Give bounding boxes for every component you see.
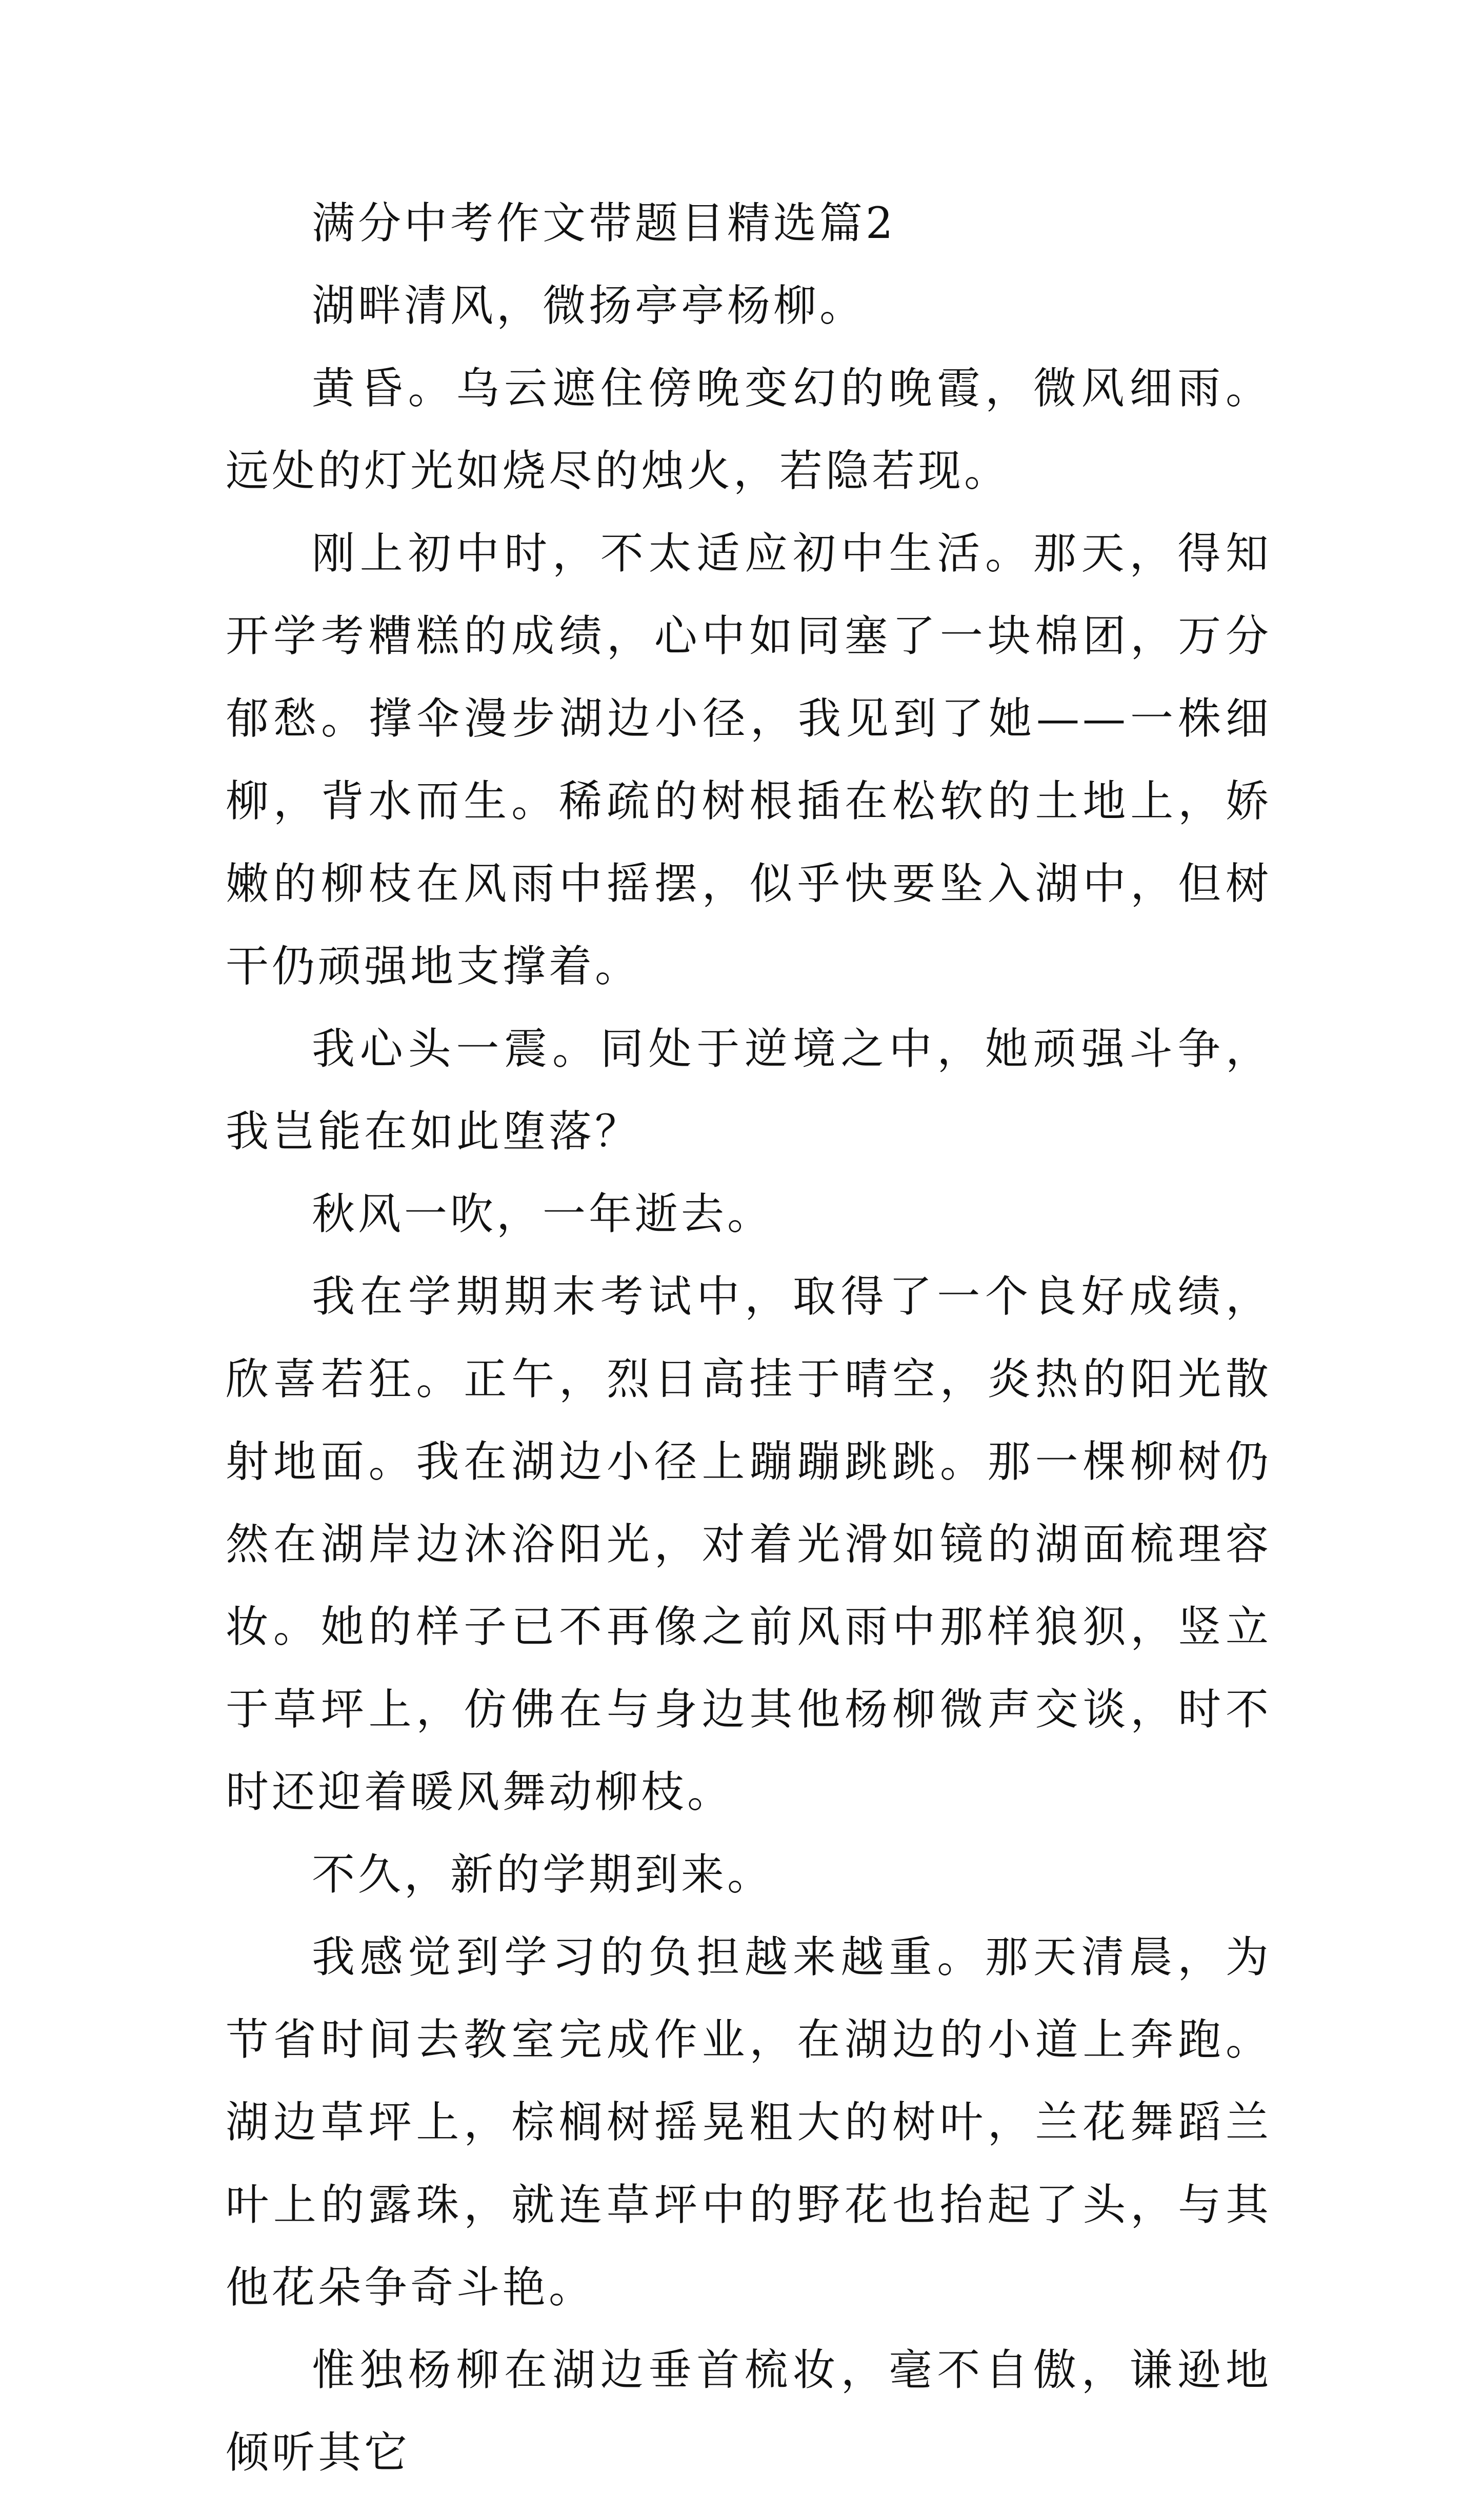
paragraph: 我感觉到学习的负担越来越重。那天清晨，为节省时间去教室完成作业，在湖边的小道上奔跑。湖边草坪上，棕榈树摇晃粗大的树叶，兰花舞蹈兰叶上的露珠，就连草坪中的野花也抬起了头，与其他花朵争奇斗艳。 bbox=[226, 1932, 1272, 2312]
paragraph: 刚上初中时，不太适应初中生活。那天，得知开学考糟糕的成绩，心中如同塞了一块棉团，万分郁愁。撑伞漫步湖边小径，我见到了她——一株细柳，背水而生。稀疏的树根插在松软的土地上，娇嫩的柳枝在风雨中摇摆，似乎快要坠入湖中，但树干仍顽强地支撑着。 bbox=[226, 528, 1272, 991]
paragraph: 我在学期期末考试中，取得了一个良好成绩，欣喜若狂。正午，烈日高挂于晴空，炎热的阳光散射地面。我在湖边小径上蹦蹦跳跳。那一棵柳树仍然在湖岸边沐浴阳光，对着光滑如镜的湖面梳理容妆。她的样子已不再像之前风雨中那样狼狈，竖立于草坪上，仿佛在与身边其他杨柳微声交谈，时不时还迎着暖风舞动柳枝。 bbox=[226, 1271, 1272, 1817]
paragraph: 不久，新的学期到来。 bbox=[312, 1849, 774, 1900]
document-title: 满分中考作文带题目精选篇2 bbox=[312, 198, 896, 248]
paragraph: 湖畔清风，微扬亭亭杨柳。 bbox=[312, 281, 866, 331]
document-body bbox=[226, 182, 1272, 2494]
paragraph: 秋风一吹，一年逝去。 bbox=[312, 1189, 774, 1239]
paragraph: 惟独杨柳在湖边垂首梳妆，毫不自傲，谦逊地倾听其它 bbox=[226, 2345, 1272, 2478]
paragraph: 黄昏。乌云遮住傍晚变幻的晚霞，微风细雨。远处的灯光如烧尽的烛火，若隐若现。 bbox=[226, 363, 1272, 496]
paragraph: 我心头一震。同处于逆境之中，她顽强斗争，我岂能在如此堕落？ bbox=[226, 1024, 1272, 1156]
